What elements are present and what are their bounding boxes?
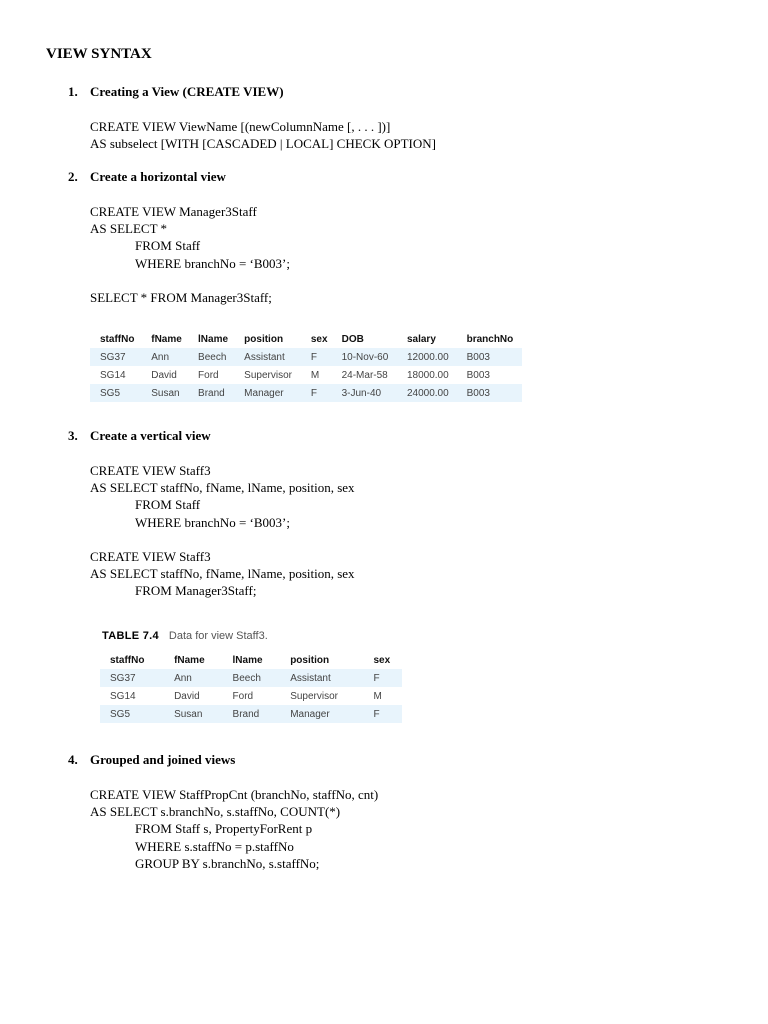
code-line: WHERE branchNo = ‘B003’; bbox=[135, 255, 290, 271]
section-title: Create a vertical view bbox=[90, 428, 211, 443]
table-cell: F bbox=[364, 669, 403, 687]
table-cell: B003 bbox=[457, 384, 522, 402]
table-cell: B003 bbox=[466, 369, 490, 381]
column-header: branchNo bbox=[466, 333, 514, 345]
table-caption-label: TABLE 7.4 bbox=[102, 630, 159, 642]
manager3staff-table bbox=[90, 330, 522, 402]
section-4-heading bbox=[68, 752, 235, 768]
table-cell: M bbox=[373, 690, 382, 702]
table-cell: Supervisor bbox=[244, 369, 292, 381]
table-cell: SG37 bbox=[90, 348, 141, 366]
code-line: FROM Staff bbox=[135, 497, 201, 513]
table-cell: SG14 bbox=[110, 690, 136, 702]
code-line: AS SELECT s.branchNo, s.staffNo, COUNT(*) bbox=[90, 804, 341, 820]
column-header: salary bbox=[406, 333, 436, 345]
table-cell: Ford bbox=[232, 690, 254, 702]
column-header: lName bbox=[232, 654, 263, 666]
table-cell: Supervisor bbox=[290, 690, 338, 702]
column-header: position bbox=[244, 333, 284, 345]
code-line: CREATE VIEW ViewName [(newColumnName [, . . . ])] bbox=[90, 119, 391, 134]
table-header-row bbox=[90, 330, 522, 348]
table-cell: F bbox=[301, 348, 332, 366]
section-number: 2. bbox=[68, 169, 78, 184]
table-cell: Susan bbox=[141, 384, 188, 402]
table-cell: 10-Nov-60 bbox=[332, 348, 397, 366]
column-header: fName bbox=[151, 333, 182, 345]
code-line: CREATE VIEW Manager3Staff bbox=[90, 204, 257, 219]
code-line: WHERE s.staffNo = p.staffNo bbox=[135, 838, 294, 854]
code-line: AS SELECT staffNo, fName, lName, position, sex bbox=[90, 566, 355, 582]
table-cell: 3-Jun-40 bbox=[332, 384, 397, 402]
section-title: Create a horizontal view bbox=[90, 169, 226, 184]
table-cell: 12000.00 bbox=[397, 348, 457, 366]
code-line: CREATE VIEW Staff3 bbox=[90, 549, 211, 564]
code-line: SELECT * FROM Manager3Staff; bbox=[90, 290, 272, 305]
code-line: GROUP BY s.branchNo, s.staffNo; bbox=[135, 855, 320, 871]
table-row bbox=[100, 687, 402, 705]
code-line: CREATE VIEW Staff3 bbox=[90, 463, 211, 478]
table-cell: 18000.00 bbox=[406, 369, 449, 381]
section-title: Creating a View (CREATE VIEW) bbox=[90, 84, 284, 99]
table-cell: M bbox=[310, 369, 320, 381]
table-cell: SG5 bbox=[100, 705, 164, 723]
table-row bbox=[90, 384, 522, 402]
table-cell: SG14 bbox=[100, 369, 126, 381]
table-cell: Assistant bbox=[280, 669, 363, 687]
table-cell: Beech bbox=[188, 348, 234, 366]
table-row bbox=[100, 705, 402, 723]
section-2-select bbox=[90, 289, 272, 306]
code-line: AS subselect [WITH [CASCADED | LOCAL] CHECK OPTION] bbox=[90, 136, 436, 152]
code-line: FROM Staff s, PropertyForRent p bbox=[135, 821, 313, 837]
table-cell: B003 bbox=[457, 348, 522, 366]
section-4-code bbox=[90, 786, 378, 872]
table-header-row bbox=[100, 651, 402, 669]
column-header: sex bbox=[373, 654, 391, 666]
table-cell: David bbox=[151, 369, 177, 381]
table-cell: SG5 bbox=[90, 384, 141, 402]
table-cell: Beech bbox=[223, 669, 281, 687]
section-number: 4. bbox=[68, 752, 78, 767]
section-3-heading bbox=[68, 428, 211, 444]
section-1-code bbox=[90, 118, 436, 152]
section-2-heading bbox=[68, 169, 226, 185]
page-title: VIEW SYNTAX bbox=[46, 46, 152, 62]
table-cell: 24000.00 bbox=[397, 384, 457, 402]
table-cell: 24-Mar-58 bbox=[341, 369, 388, 381]
section-number: 3. bbox=[68, 428, 78, 443]
table-cell: Ford bbox=[198, 369, 219, 381]
table-row bbox=[90, 366, 522, 384]
table-cell: Brand bbox=[223, 705, 281, 723]
table-caption bbox=[102, 630, 268, 642]
code-line: WHERE branchNo = ‘B003’; bbox=[135, 514, 290, 530]
table-row bbox=[100, 669, 402, 687]
section-title: Grouped and joined views bbox=[90, 752, 236, 767]
code-line: FROM Staff bbox=[135, 238, 201, 254]
section-3-code bbox=[90, 462, 355, 531]
column-header: staffNo bbox=[100, 333, 135, 345]
table-caption-text: Data for view Staff3. bbox=[168, 630, 268, 642]
section-1-heading bbox=[68, 84, 284, 100]
column-header: fName bbox=[174, 654, 205, 666]
column-header: position bbox=[290, 654, 330, 666]
staff3-table bbox=[100, 651, 402, 723]
table-cell: David bbox=[174, 690, 200, 702]
column-header: DOB bbox=[341, 333, 364, 345]
column-header: staffNo bbox=[110, 654, 145, 666]
table-row bbox=[90, 348, 522, 366]
table-cell: Susan bbox=[164, 705, 222, 723]
table-cell: Manager bbox=[234, 384, 301, 402]
table-cell: Brand bbox=[188, 384, 234, 402]
table-cell: F bbox=[364, 705, 403, 723]
table-cell: Ann bbox=[164, 669, 222, 687]
section-2-code bbox=[90, 203, 290, 272]
section-3-code-alt bbox=[90, 548, 355, 600]
column-header: lName bbox=[198, 333, 229, 345]
code-line: FROM Manager3Staff; bbox=[135, 583, 257, 599]
section-number: 1. bbox=[68, 84, 78, 99]
code-line: CREATE VIEW StaffPropCnt (branchNo, staffNo, cnt) bbox=[90, 787, 379, 802]
code-line: AS SELECT staffNo, fName, lName, position, sex bbox=[90, 480, 355, 496]
code-line: AS SELECT * bbox=[90, 221, 168, 237]
table-cell: SG37 bbox=[100, 669, 164, 687]
table-cell: Manager bbox=[280, 705, 363, 723]
table-cell: Assistant bbox=[234, 348, 301, 366]
table-cell: Ann bbox=[141, 348, 188, 366]
column-header: sex bbox=[310, 333, 328, 345]
table-cell: F bbox=[301, 384, 332, 402]
